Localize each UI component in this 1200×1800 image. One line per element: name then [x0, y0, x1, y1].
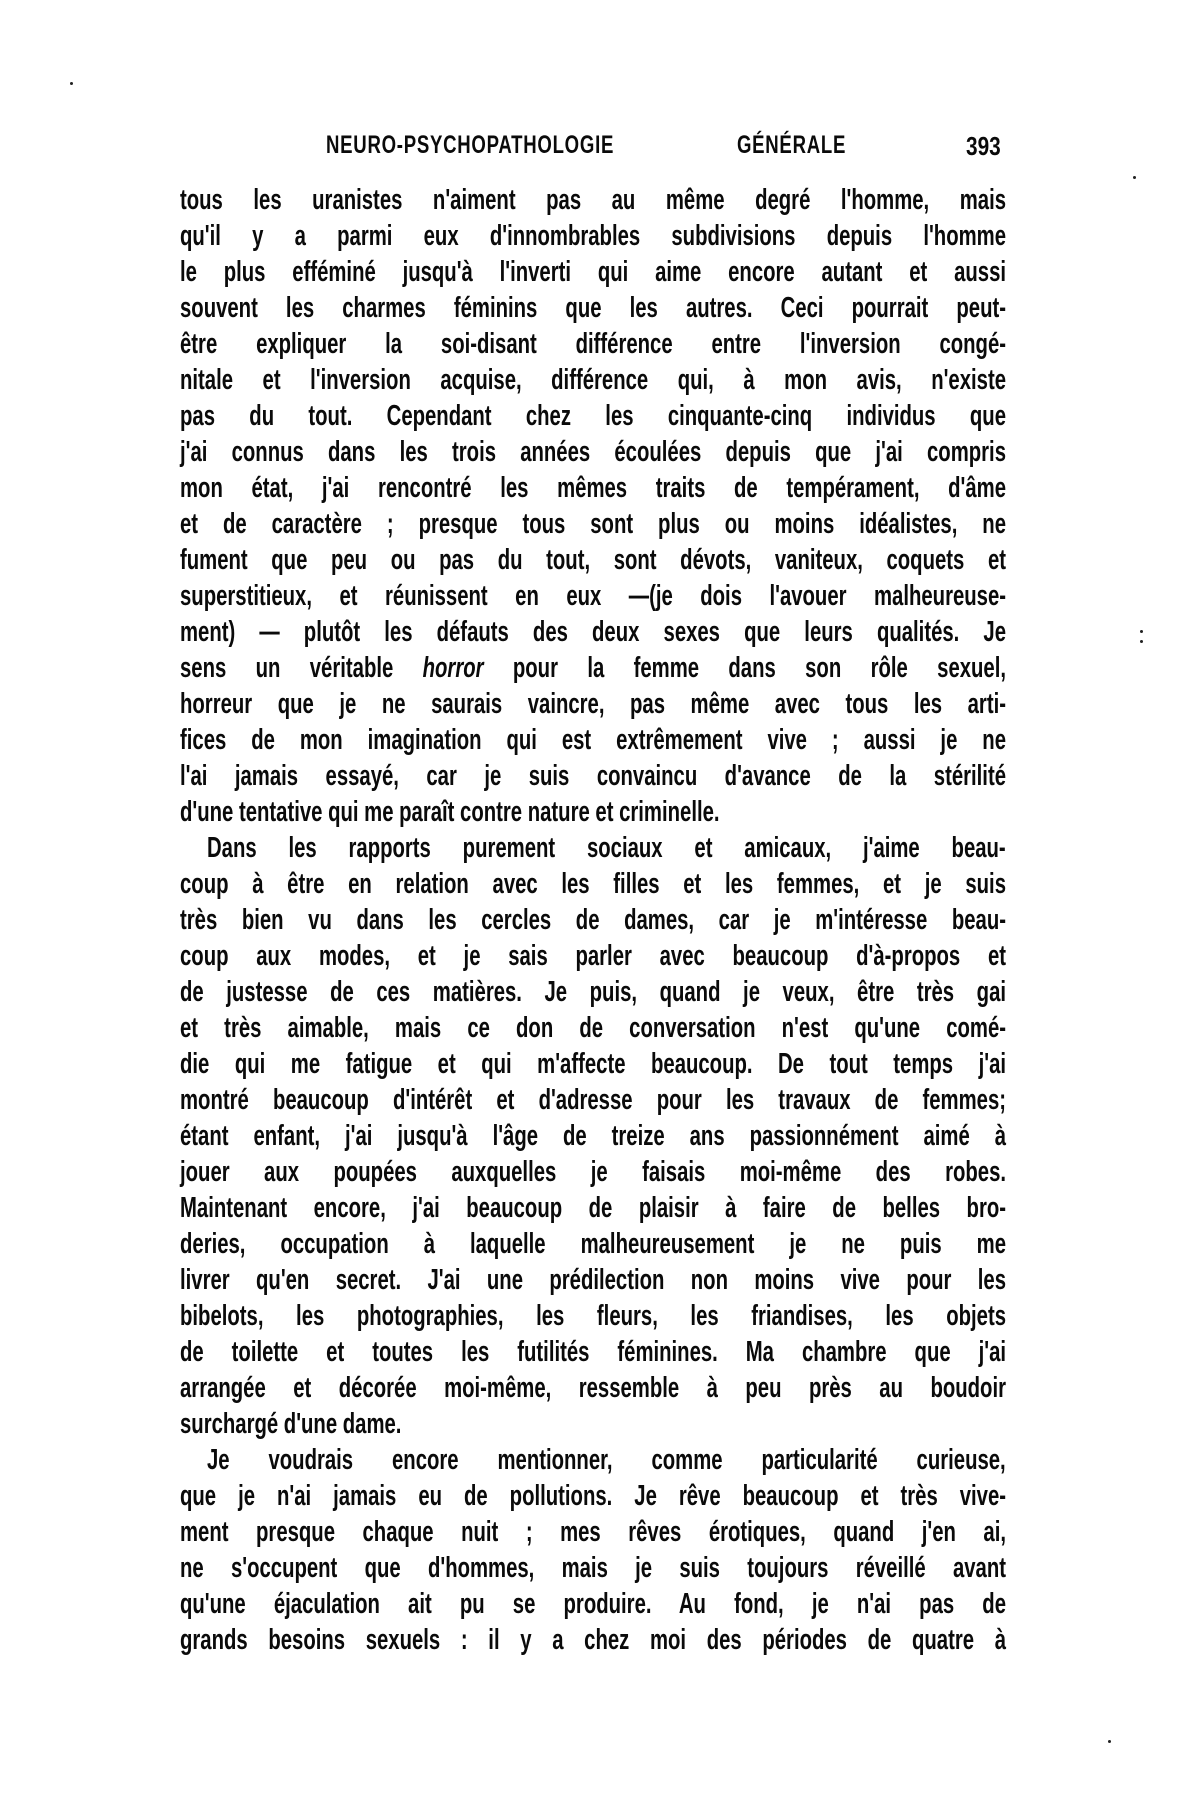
text-line — [180, 542, 1006, 578]
text-line-content — [180, 650, 1006, 686]
text-line-content: qu'une éjaculation ait pu se produire. Au fond, je n'ai pas de — [180, 1588, 1006, 1620]
text-line-content: et de caractère ; presque tous sont plus ou moins idéalistes, ne — [180, 508, 1006, 540]
scan-speck — [1133, 176, 1136, 179]
text-line — [180, 1046, 1006, 1082]
text-line — [180, 326, 1006, 362]
text-line-content: mon état, j'ai rencontré les mêmes traits de tempérament, d'âme — [180, 472, 1006, 504]
text-line-content: le plus efféminé jusqu'à l'inverti qui aime encore autant et aussi — [180, 256, 1006, 288]
scan-speck — [1140, 630, 1143, 633]
text-segment: pour la femme dans son rôle sexuel, — [483, 652, 1006, 684]
text-line — [180, 434, 1006, 470]
text-line-content: coup à être en relation avec les filles et les femmes, et je suis — [180, 868, 1006, 900]
text-line-content: ne s'occupent que d'hommes, mais je suis toujours réveillé avant — [180, 1552, 1006, 1584]
text-line — [180, 1334, 1006, 1370]
text-line — [180, 1010, 1006, 1046]
text-line — [180, 1370, 1006, 1406]
scan-speck — [1140, 640, 1143, 643]
text-line — [180, 1586, 1006, 1622]
text-line — [180, 1154, 1006, 1190]
page-number: 393 — [966, 131, 1001, 161]
running-title: NEURO-PSYCHOPATHOLOGIE GÉNÉRALE — [326, 131, 847, 159]
text-line — [180, 1622, 1006, 1658]
scan-speck — [70, 82, 73, 85]
text-line — [180, 506, 1006, 542]
text-line — [180, 182, 1006, 218]
text-line-content: être expliquer la soi-disant différence entre l'inversion congé- — [180, 328, 1006, 360]
text-line — [180, 650, 1006, 686]
text-line — [180, 614, 1006, 650]
text-line-content: pas du tout. Cependant chez les cinquante-cinq individus que — [180, 400, 1006, 432]
text-line-content: souvent les charmes féminins que les autres. Ceci pourrait peut- — [180, 292, 1006, 324]
text-line — [180, 218, 1006, 254]
text-line-content: nitale et l'inversion acquise, différence qui, à mon avis, n'existe — [180, 364, 1006, 396]
text-line-content: étant enfant, j'ai jusqu'à l'âge de treize ans passionnément aimé à — [180, 1120, 1006, 1152]
text-line-content: d'une tentative qui me paraît contre nature et criminelle. — [180, 796, 720, 828]
text-line — [180, 722, 1006, 758]
text-line — [180, 866, 1006, 902]
text-line-content: de toilette et toutes les futilités féminines. Ma chambre que j'ai — [180, 1336, 1006, 1368]
text-line-content: fument que peu ou pas du tout, sont dévots, vaniteux, coquets et — [180, 544, 1006, 576]
text-line-content: que je n'ai jamais eu de pollutions. Je rêve beaucoup et très vive- — [180, 1480, 1006, 1512]
text-line — [180, 974, 1006, 1010]
text-line-content: Maintenant encore, j'ai beaucoup de plaisir à faire de belles bro- — [180, 1192, 1006, 1224]
text-line-content: deries, occupation à laquelle malheureusement je ne puis me — [180, 1228, 1006, 1260]
text-line-content: et très aimable, mais ce don de conversation n'est qu'une comé- — [180, 1012, 1006, 1044]
text-line-content: Dans les rapports purement sociaux et amicaux, j'aime beau- — [207, 832, 1006, 864]
text-line — [180, 1442, 1006, 1478]
text-line — [180, 1478, 1006, 1514]
text-line — [180, 902, 1006, 938]
text-line-content: montré beaucoup d'intérêt et d'adresse pour les travaux de femmes; — [180, 1084, 1006, 1116]
text-line — [180, 1118, 1006, 1154]
text-line — [180, 362, 1006, 398]
text-line-content: livrer qu'en secret. J'ai une prédilection non moins vive pour les — [180, 1264, 1006, 1296]
body-text — [180, 182, 1006, 1658]
text-line — [180, 938, 1006, 974]
text-line-content: coup aux modes, et je sais parler avec beaucoup d'à-propos et — [180, 940, 1006, 972]
scan-speck — [1108, 1740, 1111, 1743]
text-line-content: ment presque chaque nuit ; mes rêves érotiques, quand j'en ai, — [180, 1516, 1006, 1548]
text-line — [180, 1262, 1006, 1298]
text-line-content: bibelots, les photographies, les fleurs, les friandises, les objets — [180, 1300, 1006, 1332]
text-line — [180, 578, 1006, 614]
text-line — [180, 254, 1006, 290]
text-line — [180, 830, 1006, 866]
text-line — [180, 1514, 1006, 1550]
text-line — [180, 398, 1006, 434]
text-line — [180, 290, 1006, 326]
text-line-content: jouer aux poupées auxquelles je faisais moi-même des robes. — [180, 1156, 1006, 1188]
text-line-content: l'ai jamais essayé, car je suis convaincu d'avance de la stérilité — [180, 760, 1006, 792]
text-line-content: j'ai connus dans les trois années écoulées depuis que j'ai compris — [180, 436, 1006, 468]
text-segment: sens un véritable — [180, 652, 423, 684]
italic-term: horror — [422, 652, 484, 684]
text-line-content: superstitieux, et réunissent en eux —(je dois l'avouer malheureuse- — [180, 580, 1006, 612]
text-line-content: arrangée et décorée moi-même, ressemble à peu près au boudoir — [180, 1372, 1006, 1404]
text-line — [180, 794, 1006, 830]
text-line — [180, 1298, 1006, 1334]
text-line — [180, 1190, 1006, 1226]
text-line-content: surchargé d'une dame. — [180, 1408, 402, 1440]
text-line-content: fices de mon imagination qui est extrêmement vive ; aussi je ne — [180, 724, 1006, 756]
text-line-content: horreur que je ne saurais vaincre, pas même avec tous les arti- — [180, 688, 1006, 720]
text-line-content: die qui me fatigue et qui m'affecte beaucoup. De tout temps j'ai — [180, 1048, 1006, 1080]
text-line — [180, 758, 1006, 794]
text-line — [180, 1226, 1006, 1262]
text-line-content: Je voudrais encore mentionner, comme particularité curieuse, — [207, 1444, 1006, 1476]
text-line — [180, 1550, 1006, 1586]
text-line-content: qu'il y a parmi eux d'innombrables subdivisions depuis l'homme — [180, 220, 1006, 252]
text-line — [180, 470, 1006, 506]
running-head — [326, 128, 846, 162]
text-line — [180, 1406, 1006, 1442]
text-line-content: grands besoins sexuels : il y a chez moi des périodes de quatre à — [180, 1624, 1006, 1656]
text-line — [180, 686, 1006, 722]
text-line-content: très bien vu dans les cercles de dames, car je m'intéresse beau- — [180, 904, 1006, 936]
text-line-content: tous les uranistes n'aiment pas au même degré l'homme, mais — [180, 184, 1006, 216]
text-line-content: ment) — plutôt les défauts des deux sexes que leurs qualités. Je — [180, 616, 1006, 648]
text-line — [180, 1082, 1006, 1118]
text-line-content: de justesse de ces matières. Je puis, quand je veux, être très gai — [180, 976, 1006, 1008]
